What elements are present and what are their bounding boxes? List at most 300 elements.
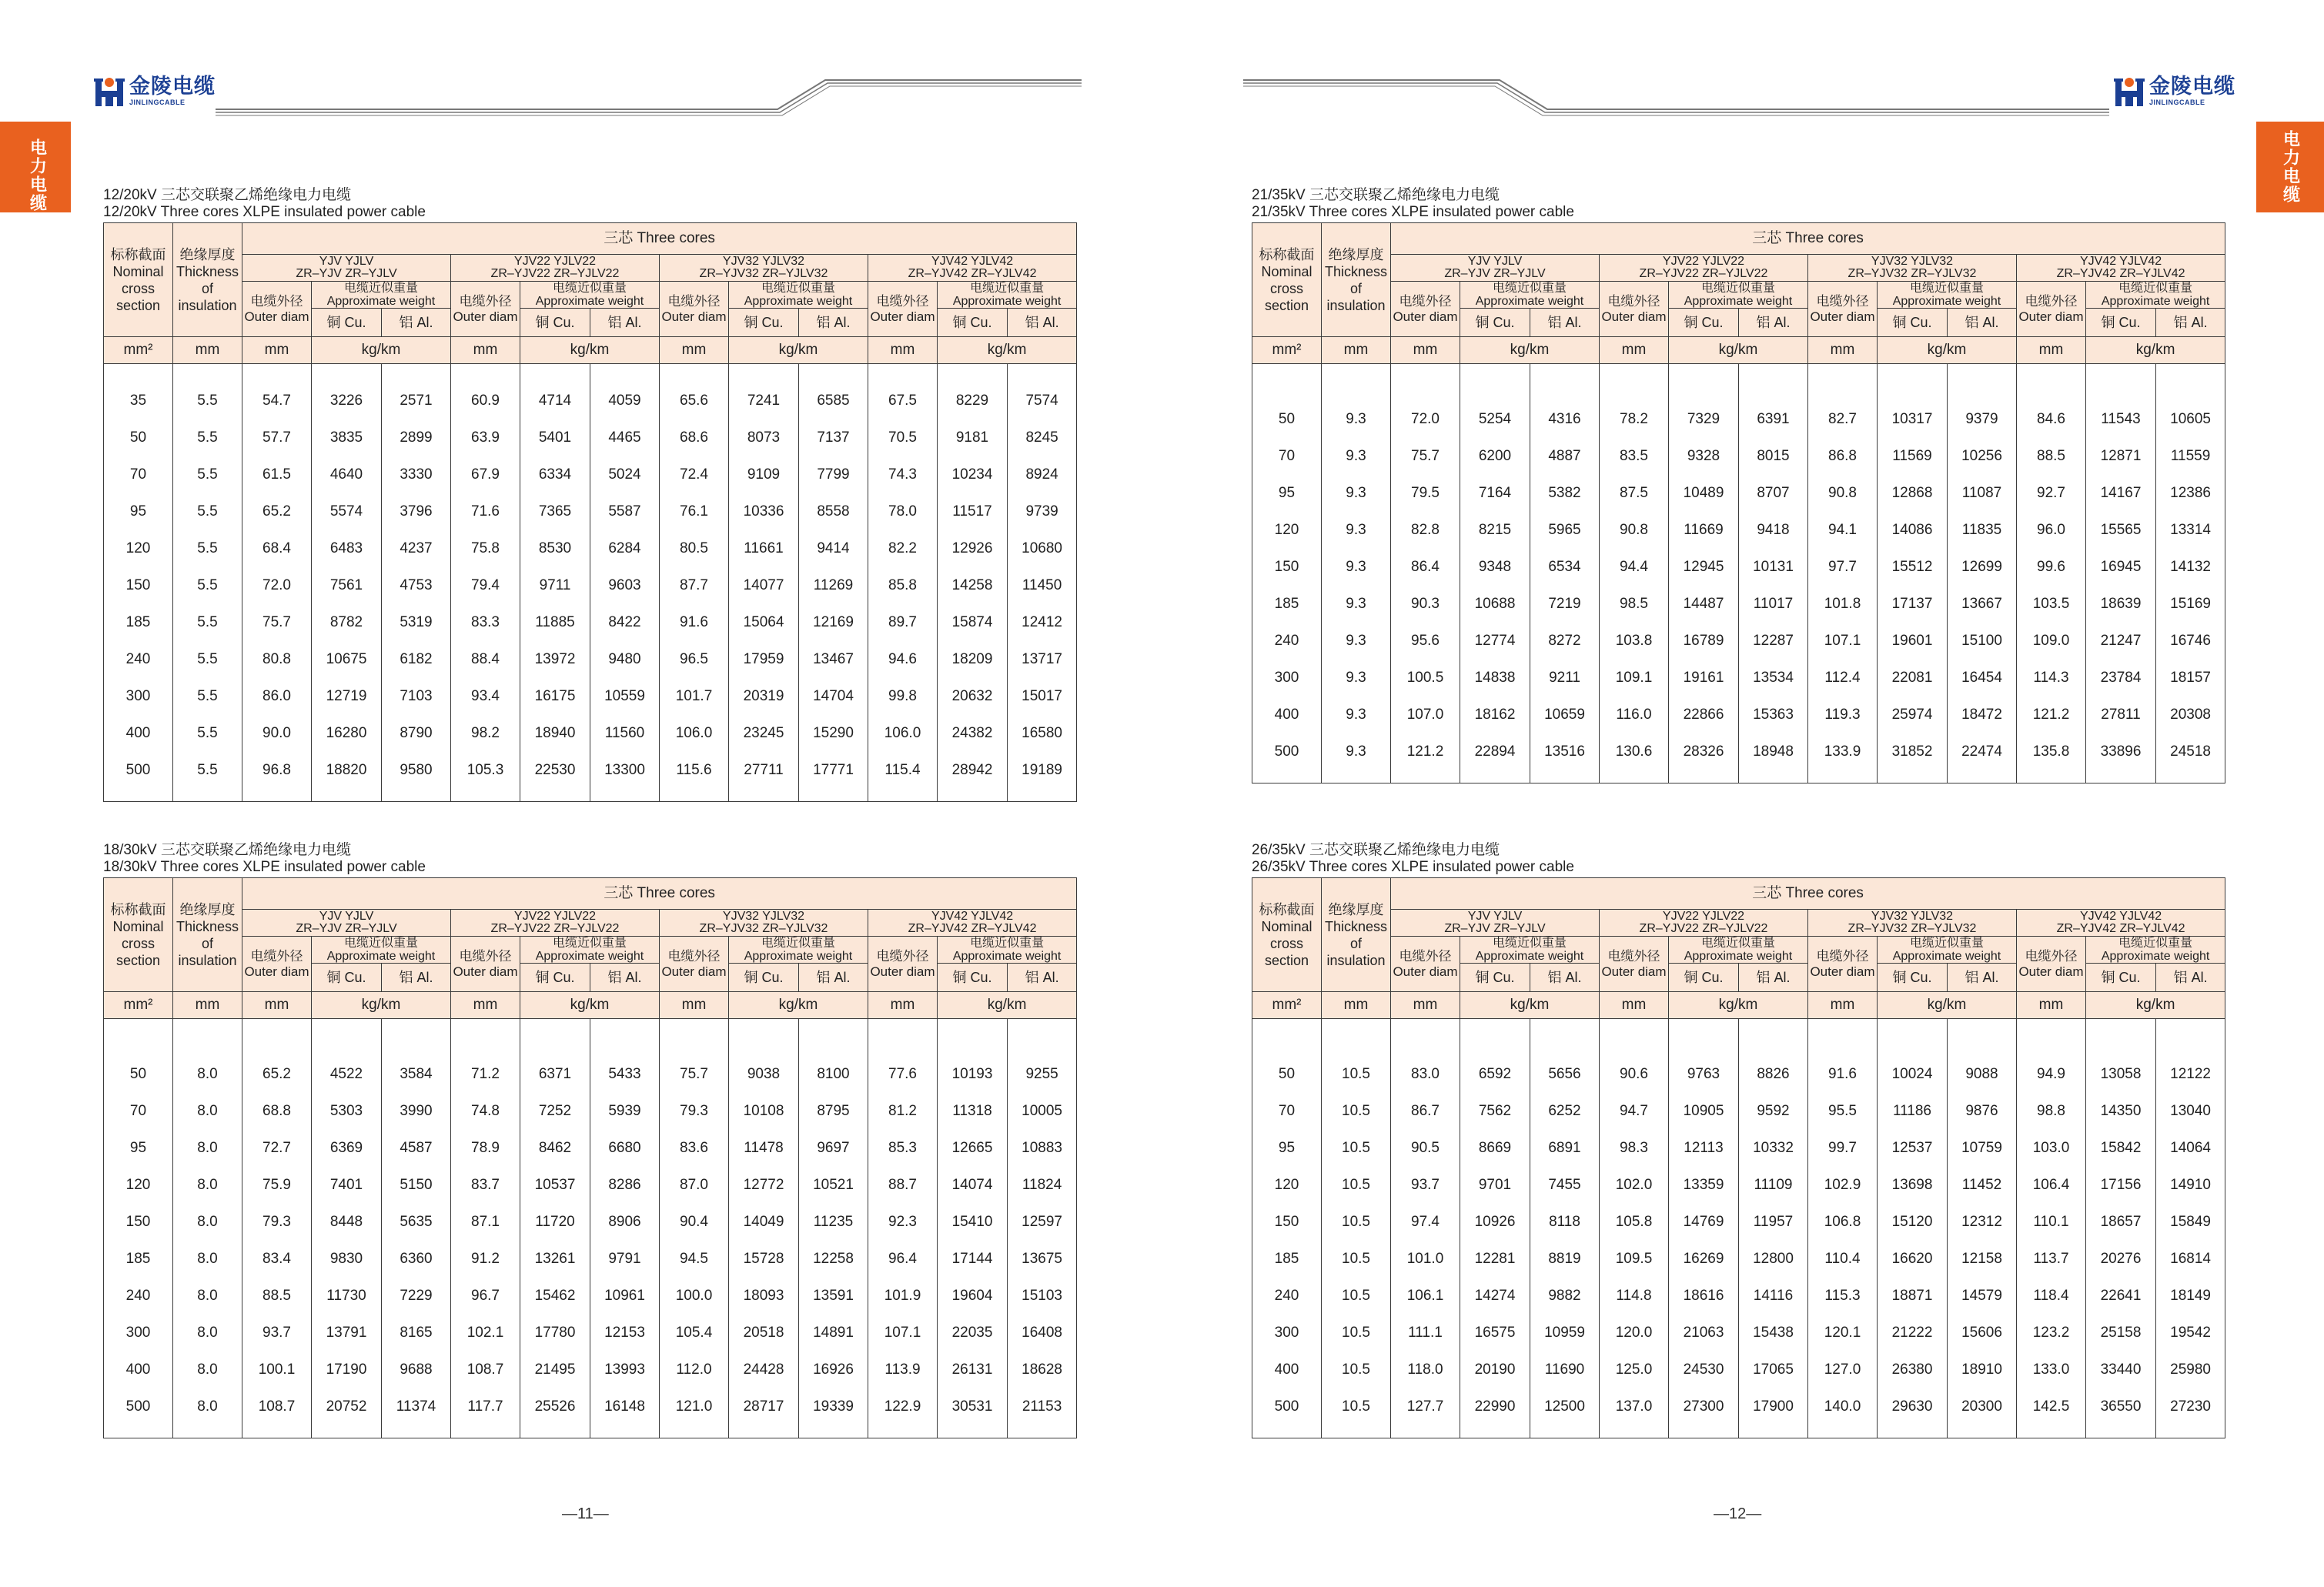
table-cell: 10688 xyxy=(1460,586,1530,623)
table-cell: 7219 xyxy=(1530,586,1600,623)
table-cell: 68.8 xyxy=(242,1093,312,1130)
table-row xyxy=(1252,1093,2225,1130)
table-cell: 13058 xyxy=(2086,1056,2156,1093)
table-cell: 9830 xyxy=(312,1241,382,1278)
model-line: YJV22 YJLV22 xyxy=(513,255,597,268)
table-cell: 94.5 xyxy=(660,1241,729,1278)
table-cell: 90.0 xyxy=(242,715,312,752)
table-cell: 21063 xyxy=(1669,1315,1739,1351)
table-cell: 65.6 xyxy=(660,383,729,419)
thickness-label-cn: 绝缘厚度 xyxy=(1328,246,1384,262)
outer-diameter-cn: 电缆外径 xyxy=(1399,948,1452,964)
table-cell: 10521 xyxy=(799,1167,868,1204)
copper-header: 铜 Cu. xyxy=(520,309,590,337)
table-cell: 60.9 xyxy=(451,383,520,419)
table-cell: 28717 xyxy=(729,1388,799,1425)
approx-weight-cn: 电缆近似重量 xyxy=(2118,937,2193,950)
spacer-cell xyxy=(590,1019,660,1057)
table-cell: 19161 xyxy=(1669,660,1739,697)
table-cell: 14274 xyxy=(1460,1278,1530,1315)
cable-spec-table xyxy=(1252,877,2225,1438)
table-cell: 109.1 xyxy=(1600,660,1669,697)
table-cell: 24382 xyxy=(938,715,1008,752)
spacer-cell xyxy=(1600,770,1669,783)
table-cell: 10.5 xyxy=(1322,1241,1391,1278)
table-cell: 19339 xyxy=(799,1388,868,1425)
table-cell: 6391 xyxy=(1739,401,1808,438)
outer-diameter-header xyxy=(1391,937,1460,992)
spacer-cell xyxy=(868,364,938,383)
table-cell: 120 xyxy=(104,1167,173,1204)
table-cell: 10959 xyxy=(1530,1315,1600,1351)
spacer-cell xyxy=(242,1019,312,1057)
table-section xyxy=(1252,842,2223,1438)
table-cell: 9.3 xyxy=(1322,586,1391,623)
table-cell: 3796 xyxy=(382,493,451,530)
table-cell: 6585 xyxy=(799,383,868,419)
table-cell: 300 xyxy=(1252,1315,1322,1351)
table-cell: 72.0 xyxy=(242,567,312,604)
table-cell: 21247 xyxy=(2086,623,2156,660)
spacer-cell xyxy=(660,789,729,802)
model-line: ZR–YJV32 ZR–YJLV32 xyxy=(699,922,828,935)
table-cell: 80.8 xyxy=(242,641,312,678)
spacer-cell xyxy=(938,364,1008,383)
table-cell: 103.5 xyxy=(2017,586,2086,623)
table-cell: 6284 xyxy=(590,530,660,567)
table-cell: 10336 xyxy=(729,493,799,530)
table-cell: 8.0 xyxy=(173,1351,242,1388)
table-cell: 142.5 xyxy=(2017,1388,2086,1425)
table-cell: 98.8 xyxy=(2017,1093,2086,1130)
approx-weight-header xyxy=(1460,937,1600,964)
table-cell: 96.8 xyxy=(242,752,312,789)
approx-weight-cn: 电缆近似重量 xyxy=(1492,937,1567,950)
approx-weight-header xyxy=(1878,937,2017,964)
table-cell: 106.0 xyxy=(660,715,729,752)
table-cell: 27811 xyxy=(2086,697,2156,733)
unit-mm: mm xyxy=(1808,337,1878,364)
table-cell: 400 xyxy=(104,1351,173,1388)
table-cell: 22035 xyxy=(938,1315,1008,1351)
spacer-cell xyxy=(2156,770,2225,783)
outer-diameter-header xyxy=(868,937,938,992)
model-line: YJV YJLV xyxy=(319,255,374,268)
table-row xyxy=(1252,697,2225,733)
table-cell: 5574 xyxy=(312,493,382,530)
table-cell: 102.0 xyxy=(1600,1167,1669,1204)
model-group-header xyxy=(868,910,1077,937)
approx-weight-header xyxy=(312,937,451,964)
table-cell: 10.5 xyxy=(1322,1315,1391,1351)
table-cell: 88.5 xyxy=(2017,438,2086,475)
table-cell: 14064 xyxy=(2156,1130,2225,1167)
aluminum-header: 铝 Al. xyxy=(1008,309,1077,337)
table-cell: 19189 xyxy=(1008,752,1077,789)
table-cell: 106.4 xyxy=(2017,1167,2086,1204)
outer-diameter-en: Outer diam xyxy=(661,309,727,324)
section-label-en: Nominal xyxy=(1261,263,1312,279)
table-cell: 90.6 xyxy=(1600,1056,1669,1093)
outer-diameter-cn: 电缆外径 xyxy=(250,948,303,964)
unit-kgkm: kg/km xyxy=(1878,992,2017,1019)
table-cell: 75.8 xyxy=(451,530,520,567)
table-row xyxy=(1252,1204,2225,1241)
model-line: YJV32 YJLV32 xyxy=(1871,255,1954,268)
table-cell: 11318 xyxy=(938,1093,1008,1130)
table-cell: 115.4 xyxy=(868,752,938,789)
table-cell: 95.6 xyxy=(1391,623,1460,660)
table-row xyxy=(104,1093,1077,1130)
table-cell: 4587 xyxy=(382,1130,451,1167)
table-cell: 87.0 xyxy=(660,1167,729,1204)
table-cell: 13667 xyxy=(1948,586,2017,623)
outer-diameter-header xyxy=(660,937,729,992)
approx-weight-header xyxy=(938,282,1077,309)
cable-spec-table xyxy=(1252,222,2225,783)
outer-diameter-header xyxy=(1600,282,1669,337)
table-title-en: 21/35kV Three cores XLPE insulated power cable xyxy=(1252,204,1574,220)
approx-weight-header xyxy=(938,937,1077,964)
table-cell: 18820 xyxy=(312,752,382,789)
table-cell: 10024 xyxy=(1878,1056,1948,1093)
table-cell: 14579 xyxy=(1948,1278,2017,1315)
copper-header: 铜 Cu. xyxy=(1878,964,1948,992)
table-cell: 7329 xyxy=(1669,401,1739,438)
spacer-cell xyxy=(799,1425,868,1438)
table-cell: 10659 xyxy=(1530,697,1600,733)
table-cell: 22866 xyxy=(1669,697,1739,733)
model-line: ZR–YJV32 ZR–YJLV32 xyxy=(1847,267,1977,280)
table-cell: 18948 xyxy=(1739,733,1808,770)
outer-diameter-header xyxy=(868,282,938,337)
outer-diameter-cn: 电缆外径 xyxy=(667,948,721,964)
table-cell: 15606 xyxy=(1948,1315,2017,1351)
aluminum-header: 铝 Al. xyxy=(2156,309,2225,337)
table-cell: 10.5 xyxy=(1322,1130,1391,1167)
table-cell: 79.3 xyxy=(660,1093,729,1130)
table-cell: 113.9 xyxy=(868,1351,938,1388)
table-cell: 8782 xyxy=(312,604,382,641)
table-cell: 10.5 xyxy=(1322,1351,1391,1388)
spacer-cell xyxy=(1878,1019,1948,1057)
spacer-cell xyxy=(312,789,382,802)
outer-diameter-en: Outer diam xyxy=(870,309,935,324)
table-cell: 10.5 xyxy=(1322,1056,1391,1093)
table-cell: 14891 xyxy=(799,1315,868,1351)
table-cell: 11669 xyxy=(1669,512,1739,549)
table-cell: 6360 xyxy=(382,1241,451,1278)
table-cell: 6182 xyxy=(382,641,451,678)
table-cell: 18910 xyxy=(1948,1351,2017,1388)
approx-weight-en: Approximate weight xyxy=(2101,950,2210,963)
table-cell: 93.7 xyxy=(1391,1167,1460,1204)
table-row xyxy=(104,752,1077,789)
table-cell: 110.4 xyxy=(1808,1241,1878,1278)
copper-header: 铜 Cu. xyxy=(1669,964,1739,992)
table-cell: 13534 xyxy=(1739,660,1808,697)
table-cell: 75.7 xyxy=(1391,438,1460,475)
spacer-cell xyxy=(173,789,242,802)
table-cell: 67.5 xyxy=(868,383,938,419)
approx-weight-cn: 电缆近似重量 xyxy=(761,282,835,295)
outer-diameter-header xyxy=(242,937,312,992)
nominal-section-header xyxy=(104,223,173,337)
table-section xyxy=(1252,187,2223,783)
copper-header: 铜 Cu. xyxy=(938,964,1008,992)
table-cell: 11690 xyxy=(1530,1351,1600,1388)
table-cell: 12800 xyxy=(1739,1241,1808,1278)
table-row xyxy=(104,1241,1077,1278)
aluminum-header: 铝 Al. xyxy=(1948,309,2017,337)
spacer-cell xyxy=(1600,1425,1669,1438)
table-row xyxy=(1252,1351,2225,1388)
table-cell: 65.2 xyxy=(242,493,312,530)
table-cell: 13261 xyxy=(520,1241,590,1278)
thickness-label-en: Thickness xyxy=(176,918,239,934)
table-cell: 14350 xyxy=(2086,1093,2156,1130)
spacer-cell xyxy=(1808,1425,1878,1438)
table-cell: 240 xyxy=(104,641,173,678)
table-cell: 112.0 xyxy=(660,1351,729,1388)
brand-emblem-icon xyxy=(2114,74,2145,108)
table-row xyxy=(104,1056,1077,1093)
outer-diameter-cn: 电缆外径 xyxy=(2025,948,2078,964)
spacer-cell xyxy=(1808,1019,1878,1057)
table-cell: 8165 xyxy=(382,1315,451,1351)
unit-mm: mm xyxy=(2017,337,2086,364)
table-cell: 12169 xyxy=(799,604,868,641)
thickness-label-cn: 绝缘厚度 xyxy=(1328,901,1384,917)
table-cell: 22081 xyxy=(1878,660,1948,697)
three-cores-header: 三芯 Three cores xyxy=(242,878,1077,910)
table-cell: 16620 xyxy=(1878,1241,1948,1278)
table-cell: 77.6 xyxy=(868,1056,938,1093)
table-cell: 11560 xyxy=(590,715,660,752)
table-cell: 500 xyxy=(104,1388,173,1425)
table-cell: 98.3 xyxy=(1600,1130,1669,1167)
table-row xyxy=(104,493,1077,530)
table-cell: 6534 xyxy=(1530,549,1600,586)
table-row xyxy=(104,1351,1077,1388)
table-cell: 11559 xyxy=(2156,438,2225,475)
table-cell: 99.6 xyxy=(2017,549,2086,586)
approx-weight-cn: 电缆近似重量 xyxy=(552,282,627,295)
outer-diameter-header xyxy=(451,937,520,992)
section-label-en: Nominal xyxy=(112,263,164,279)
table-cell: 76.1 xyxy=(660,493,729,530)
outer-diameter-en: Outer diam xyxy=(244,964,309,979)
copper-header: 铜 Cu. xyxy=(1460,964,1530,992)
table-title-en: 26/35kV Three cores XLPE insulated power cable xyxy=(1252,859,1574,875)
thickness-label-en: insulation xyxy=(178,297,237,313)
table-cell: 135.8 xyxy=(2017,733,2086,770)
approx-weight-en: Approximate weight xyxy=(326,950,436,963)
brand-emblem-icon xyxy=(94,74,125,108)
table-cell: 13591 xyxy=(799,1278,868,1315)
outer-diameter-en: Outer diam xyxy=(244,309,309,324)
section-label-en: cross xyxy=(1269,935,1303,951)
outer-diameter-header xyxy=(660,282,729,337)
spacer-cell xyxy=(1008,789,1077,802)
table-cell: 11017 xyxy=(1739,586,1808,623)
table-cell: 5.5 xyxy=(173,383,242,419)
spacer-cell xyxy=(1530,1019,1600,1057)
table-cell: 100.1 xyxy=(242,1351,312,1388)
thickness-label-en: Thickness xyxy=(1324,918,1388,934)
table-cell: 10537 xyxy=(520,1167,590,1204)
aluminum-header: 铝 Al. xyxy=(1008,964,1077,992)
table-cell: 5635 xyxy=(382,1204,451,1241)
table-cell: 5.5 xyxy=(173,493,242,530)
table-cell: 4714 xyxy=(520,383,590,419)
table-cell: 119.3 xyxy=(1808,697,1878,733)
spacer-cell xyxy=(520,1019,590,1057)
table-cell: 18162 xyxy=(1460,697,1530,733)
table-cell: 14049 xyxy=(729,1204,799,1241)
outer-diameter-cn: 电缆外径 xyxy=(1816,948,1869,964)
table-cell: 6369 xyxy=(312,1130,382,1167)
model-line: ZR–YJV ZR–YJLV xyxy=(296,922,397,935)
table-cell: 4522 xyxy=(312,1056,382,1093)
table-cell: 12772 xyxy=(729,1167,799,1204)
model-line: YJV42 YJLV42 xyxy=(931,255,1014,268)
outer-diameter-en: Outer diam xyxy=(453,964,518,979)
table-row xyxy=(1252,1241,2225,1278)
table-cell: 83.3 xyxy=(451,604,520,641)
table-row xyxy=(104,678,1077,715)
table-cell: 9603 xyxy=(590,567,660,604)
table-cell: 18157 xyxy=(2156,660,2225,697)
spacer-cell xyxy=(2086,770,2156,783)
spacer-cell xyxy=(1008,1425,1077,1438)
table-cell: 54.7 xyxy=(242,383,312,419)
table-cell: 79.4 xyxy=(451,567,520,604)
table-cell: 120 xyxy=(1252,1167,1322,1204)
spacer-cell xyxy=(173,1019,242,1057)
thickness-label-en: of xyxy=(1349,280,1362,296)
table-cell: 98.5 xyxy=(1600,586,1669,623)
spacer-cell xyxy=(1322,1019,1391,1057)
copper-header: 铜 Cu. xyxy=(312,964,382,992)
table-cell: 110.1 xyxy=(2017,1204,2086,1241)
table-cell: 123.2 xyxy=(2017,1315,2086,1351)
table-cell: 92.3 xyxy=(868,1204,938,1241)
approx-weight-en: Approximate weight xyxy=(2101,295,2210,308)
table-cell: 10489 xyxy=(1669,475,1739,512)
table-cell: 7799 xyxy=(799,456,868,493)
table-cell: 25974 xyxy=(1878,697,1948,733)
table-cell: 106.8 xyxy=(1808,1204,1878,1241)
table-cell: 93.4 xyxy=(451,678,520,715)
header-decoration-left xyxy=(216,75,1082,122)
approx-weight-cn: 电缆近似重量 xyxy=(761,937,835,950)
table-cell: 21153 xyxy=(1008,1388,1077,1425)
table-row xyxy=(1252,438,2225,475)
table-cell: 9328 xyxy=(1669,438,1739,475)
copper-header: 铜 Cu. xyxy=(729,964,799,992)
page-number: —12— xyxy=(1714,1505,1762,1522)
table-row xyxy=(104,604,1077,641)
table-cell: 79.3 xyxy=(242,1204,312,1241)
section-label-en: Nominal xyxy=(1261,918,1312,934)
table-row xyxy=(104,530,1077,567)
aluminum-header: 铝 Al. xyxy=(799,309,868,337)
table-cell: 112.4 xyxy=(1808,660,1878,697)
table-cell: 10256 xyxy=(1948,438,2017,475)
table-cell: 5254 xyxy=(1460,401,1530,438)
table-cell: 67.9 xyxy=(451,456,520,493)
model-line: YJV YJLV xyxy=(319,910,374,923)
table-cell: 185 xyxy=(104,1241,173,1278)
table-cell: 240 xyxy=(104,1278,173,1315)
table-cell: 19601 xyxy=(1878,623,1948,660)
table-cell: 23245 xyxy=(729,715,799,752)
table-cell: 13717 xyxy=(1008,641,1077,678)
table-cell: 75.7 xyxy=(660,1056,729,1093)
table-cell: 20276 xyxy=(2086,1241,2156,1278)
table-cell: 94.6 xyxy=(868,641,938,678)
spacer-cell xyxy=(104,1019,173,1057)
table-cell: 14838 xyxy=(1460,660,1530,697)
table-cell: 8530 xyxy=(520,530,590,567)
table-cell: 11450 xyxy=(1008,567,1077,604)
spacer-cell xyxy=(938,1019,1008,1057)
model-line: ZR–YJV42 ZR–YJLV42 xyxy=(2056,267,2185,280)
table-cell: 127.7 xyxy=(1391,1388,1460,1425)
table-row xyxy=(104,567,1077,604)
table-cell: 100.5 xyxy=(1391,660,1460,697)
table-cell: 8229 xyxy=(938,383,1008,419)
table-cell: 15512 xyxy=(1878,549,1948,586)
table-cell: 120.0 xyxy=(1600,1315,1669,1351)
table-cell: 9688 xyxy=(382,1351,451,1388)
unit-kgkm: kg/km xyxy=(938,337,1077,364)
table-cell: 10905 xyxy=(1669,1093,1739,1130)
table-cell: 18628 xyxy=(1008,1351,1077,1388)
thickness-header xyxy=(1322,223,1391,337)
spacer-cell xyxy=(1878,1425,1948,1438)
table-cell: 13791 xyxy=(312,1315,382,1351)
unit-mm: mm xyxy=(1322,337,1391,364)
table-cell: 18871 xyxy=(1878,1278,1948,1315)
spacer-cell xyxy=(2017,1019,2086,1057)
table-cell: 118.0 xyxy=(1391,1351,1460,1388)
table-cell: 9181 xyxy=(938,419,1008,456)
table-cell: 8.0 xyxy=(173,1167,242,1204)
outer-diameter-header xyxy=(2017,282,2086,337)
table-cell: 8245 xyxy=(1008,419,1077,456)
unit-mm: mm xyxy=(242,992,312,1019)
spacer-cell xyxy=(1322,770,1391,783)
table-cell: 8.0 xyxy=(173,1093,242,1130)
approx-weight-en: Approximate weight xyxy=(326,295,436,308)
table-cell: 10.5 xyxy=(1322,1278,1391,1315)
table-cell: 4237 xyxy=(382,530,451,567)
unit-mm: mm xyxy=(1391,337,1460,364)
table-cell: 6371 xyxy=(520,1056,590,1093)
table-cell: 72.7 xyxy=(242,1130,312,1167)
unit-mm: mm xyxy=(1600,992,1669,1019)
table-cell: 9109 xyxy=(729,456,799,493)
table-cell: 400 xyxy=(1252,1351,1322,1388)
table-cell: 240 xyxy=(1252,623,1322,660)
spacer-cell xyxy=(938,789,1008,802)
table-cell: 115.3 xyxy=(1808,1278,1878,1315)
table-cell: 20300 xyxy=(1948,1388,2017,1425)
section-label-en: section xyxy=(1264,297,1309,313)
table-cell: 72.0 xyxy=(1391,401,1460,438)
